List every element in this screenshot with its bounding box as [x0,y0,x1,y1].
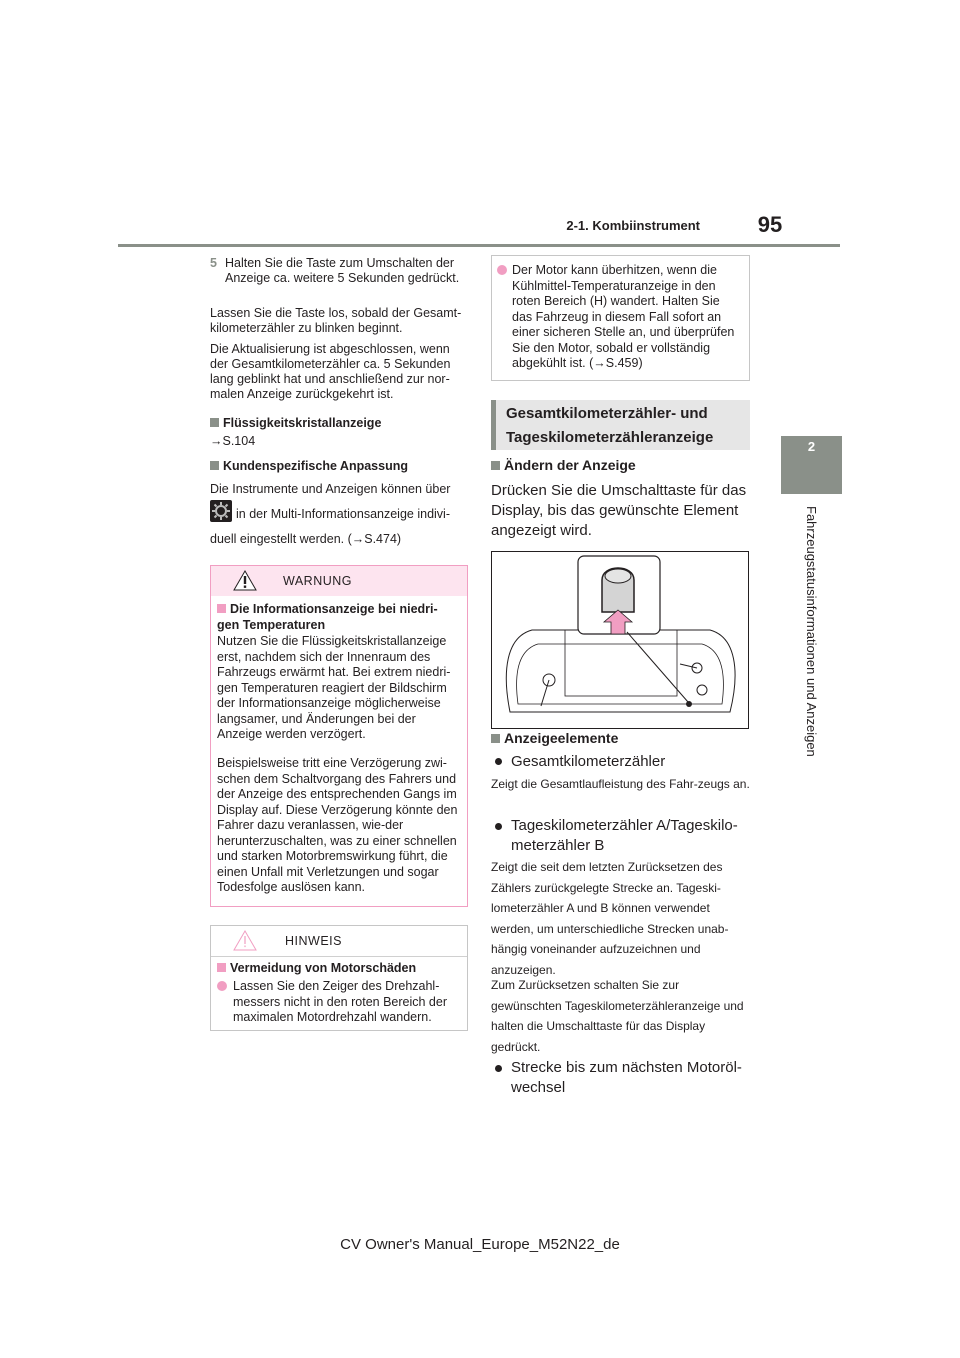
item-odometer-label: Gesamtkilometerzähler [511,753,666,770]
step-5 [210,256,470,286]
square-bullet-icon [217,604,226,613]
circle-bullet-icon [497,265,507,275]
step-text: Halten Sie die Taste zum Umschalten der Anzeige ca. weitere 5 Sekunden gedrückt. [225,256,460,285]
paragraph-custom-2: in der Multi-Informationsanzeige indivi- [236,507,450,521]
warning-paragraph-2: Beispielsweise tritt eine Verzögerung zwi-schen dem Schaltvorgang des Fahrers und der Anzeige des entsprechenden Gangs im Display auf. Diese Verzögerung könnte den Fahrer dazu veranlassen, wie-der herunterzuschalten, was zu einer schnellen und starken Motorbremswirkung führt, die einen Unfall mit Verletzungen und sogar Todesfolge auslösen kann. [217,756,458,894]
notice-header [211,926,467,957]
heading-change-display-text: Ändern der Anzeige [504,457,636,473]
instrument-cluster-figure [491,551,749,729]
heading-display-elements-text: Anzeigeelemente [504,730,619,746]
link-lcd-ref[interactable]: →S.104 [210,434,256,448]
item-trip-meter-label: Tageskilometerzähler A/Tageskilo-meterzähler B [511,817,738,854]
paragraph-change-display: Drücken Sie die Umschalttaste für das Display, bis das gewünschte Element angezeigt wird. [491,482,747,539]
notice-triangle-icon [233,930,257,951]
step-number: 5 [210,256,217,270]
paragraph-custom-3: duell eingestellt werden. (→S.474) [210,532,402,546]
paragraph-custom-1: Die Instrumente und Anzeigen können über [210,482,451,496]
notice-item [217,979,459,1026]
warning-box [210,565,468,907]
chapter-tab [781,436,842,494]
square-bullet-icon [217,963,226,972]
square-bullet-icon [210,418,219,427]
warning-header [211,566,467,596]
chapter-label: Fahrzeugstatusinformationen und Anzeigen [804,506,819,757]
section-heading-line-2: Tageskilometerzähleranzeige [506,429,714,446]
square-bullet-icon [210,461,219,470]
settings-gear-icon [210,500,232,522]
document-footer: CV Owner's Manual_Europe_M52N22_de [340,1236,620,1253]
heading-display-elements [491,730,750,746]
header-rule [118,244,840,247]
notice-heading-text: Vermeidung von Motorschäden [230,961,417,975]
warning-paragraph-1: Nutzen Sie die Flüssigkeitskristallanzeige erst, nachdem sich der Innenraum des Fahrzeugs erwärmt hat. Bei extrem niedri-gen Temperaturen reagiert der Bildschirm der Informationsanzeige möglicherweise langsamer, und Änderungen bei der Anzeige werden verzögert. [217,634,451,741]
item-odometer [491,752,750,772]
item-odometer-desc: Zeigt die Gesamtlaufleistung des Fahr-zeugs an. [491,777,750,791]
chapter-number: 2 [807,439,816,454]
notice-text: Lassen Sie den Zeiger des Drehzahl-messers nicht in den roten Bereich der maximalen Motordrehzahl wandern. [233,979,447,1024]
warning-triangle-icon [233,570,257,591]
page-number: 95 [757,212,783,237]
heading-lcd-text: Flüssigkeitskristallanzeige [223,416,382,430]
circle-bullet-icon [217,981,227,991]
item-trip-meter-desc: Zeigt die seit dem letzten Zurücksetzen des Zählers zurückgelegte Strecke an. Tageski-lometerzähler A und B können verwendet werden, um unterschiedliche Strecken unab-hängig voneinander aufzuzeichnen und anzuzeigen. [491,860,729,977]
square-bullet-icon [491,734,500,743]
paragraph-update: Die Aktualisierung ist abgeschlossen, wenn der Gesamtkilometerzähler ca. 5 Sekunden lang geblinkt hat und anschließend zur nor-malen Anzeige zurückgekehrt ist. [210,342,451,401]
notice-box [210,925,468,1031]
section-heading-line-1: Gesamtkilometerzähler- und [506,405,708,422]
caution-item [497,263,743,372]
section-heading-box [491,400,750,450]
bullet-icon [495,1065,502,1072]
caution-box [491,255,750,381]
item-oil-change-label: Strecke bis zum nächsten Motoröl-wechsel [511,1059,742,1096]
notice-title: HINWEIS [285,934,342,948]
item-trip-meter-reset: Zum Zurücksetzen schalten Sie zur gewünschten Tageskilometerzähleranzeige und halten die Umschalttaste für das Display gedrückt. [491,978,744,1054]
warning-title: WARNUNG [283,574,353,588]
notice-heading [217,961,459,977]
square-bullet-icon [491,461,500,470]
item-oil-change [491,1058,750,1098]
item-trip-meter [491,816,750,856]
bullet-icon [495,758,502,765]
heading-lcd [210,416,470,431]
heading-custom-text: Kundenspezifische Anpassung [223,459,408,473]
paragraph-release: Lassen Sie die Taste los, sobald der Gesamt-kilometerzähler zu blinken beginnt. [210,306,462,335]
heading-change-display [491,457,750,473]
warning-heading [217,602,459,633]
caution-text: Der Motor kann überhitzen, wenn die Kühlmittel-Temperaturanzeige in den roten Bereich (H) wandert. Halten Sie das Fahrzeug in diesem Fall sofort an einer sicheren Stelle an, und überprüfen Sie den Motor, sobald er vollständig abgekühlt ist. (→S.459) [512,263,735,370]
heading-custom [210,459,470,474]
warning-heading-text: Die Informationsanzeige bei niedri-gen Temperaturen [217,602,438,632]
section-heading [496,400,750,450]
section-title: 2-1. Kombiinstrument [566,218,700,233]
instrument-cluster-illustration [492,552,748,728]
bullet-icon [495,823,502,830]
